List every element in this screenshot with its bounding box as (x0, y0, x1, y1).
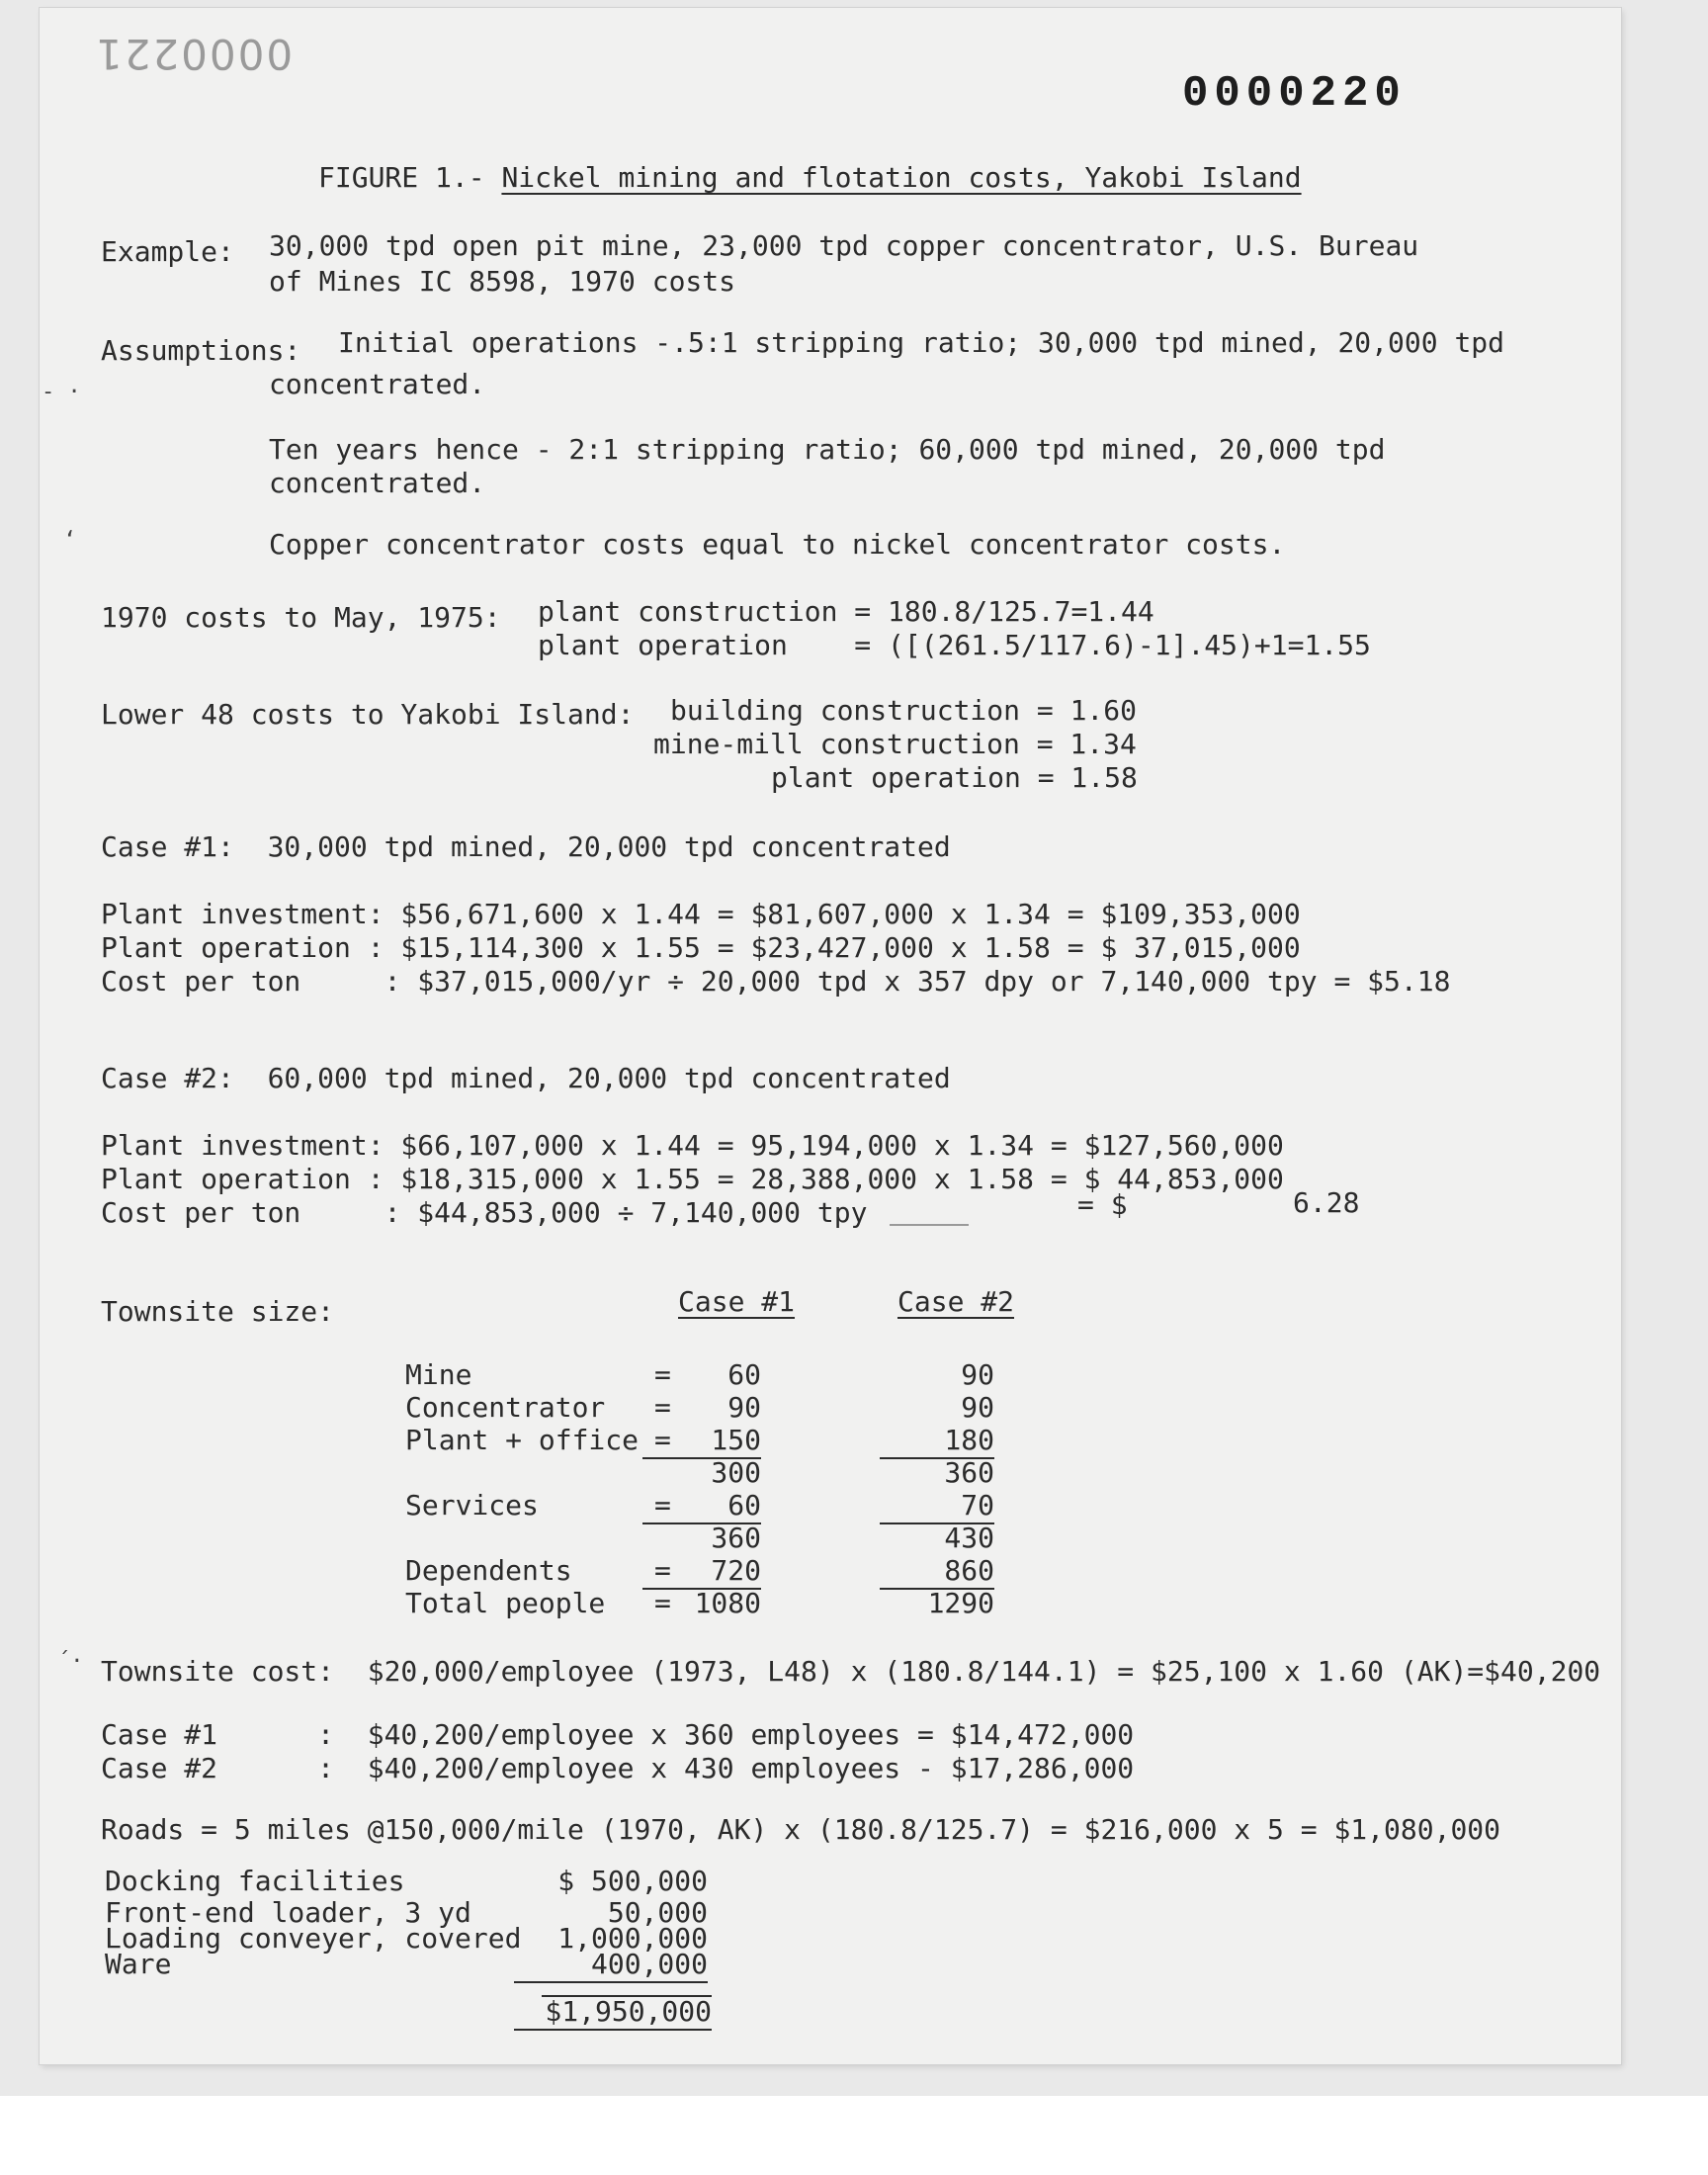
townsite-row-equals: = (654, 1587, 671, 1619)
case-1-investment: Plant investment: $56,671,600 x 1.44 = $81,607,000 x 1.34 = $109,353,000 (101, 898, 1301, 930)
assumption-1-line-2: concentrated. (269, 368, 486, 400)
example-line-1: 30,000 tpd open pit mine, 23,000 tpd copper concentrator, U.S. Bureau (269, 229, 1419, 262)
townsite-case-2-value: 90 (961, 1391, 994, 1424)
townsite-case-2-value: 430 (944, 1522, 994, 1554)
townsite-case-1-header: Case #1 (678, 1285, 796, 1318)
facility-item-value: $ 500,000 (557, 1865, 708, 1897)
facility-item-label: Ware (105, 1948, 172, 1980)
townsite-cost-case-1: Case #1 : $40,200/employee x 360 employees = $14,472,000 (101, 1718, 1135, 1751)
townsite-case-1-value: 1080 (694, 1587, 761, 1619)
assumption-1-line-1: Initial operations -.5:1 stripping ratio; 30,000 tpd mined, 20,000 tpd (338, 326, 1505, 359)
facility-item-label: Front-end loader, 3 yd (105, 1896, 471, 1929)
case-2-operation: Plant operation : $18,315,000 x 1.55 = 28,388,000 x 1.58 = $ 44,853,000 (101, 1163, 1284, 1195)
facility-item-label: Docking facilities (105, 1865, 405, 1897)
townsite-case-1-value: 720 (642, 1554, 761, 1590)
case-2-cost-equals: = $ (1077, 1188, 1128, 1221)
roads-line: Roads = 5 miles @150,000/mile (1970, AK) x (180.8/125.7) = $216,000 x 5 = $1,080,000 (101, 1813, 1501, 1846)
townsite-case-2-value: 70 (880, 1489, 994, 1524)
facility-item-value: 400,000 (514, 1948, 708, 1983)
location-plant-operation: plant operation = 1.58 (771, 761, 1138, 794)
example-label: Example: (101, 235, 234, 268)
townsite-row-label: Plant + office (405, 1424, 640, 1456)
townsite-row-label: Concentrator (405, 1391, 606, 1424)
townsite-row-label: Dependents (405, 1554, 572, 1587)
townsite-case-1-value: 150 (642, 1424, 761, 1459)
townsite-cost-case-2: Case #2 : $40,200/employee x 430 employees - $17,286,000 (101, 1752, 1135, 1784)
scan-margin (0, 2096, 1708, 2175)
margin-tick: - · (42, 380, 81, 404)
margin-mark-2: ´· (57, 1649, 84, 1674)
townsite-case-2-value: 180 (880, 1424, 994, 1459)
townsite-case-2-value: 1290 (927, 1587, 994, 1619)
figure-label: FIGURE 1.- (318, 161, 502, 194)
facility-item-label: Loading conveyer, covered (105, 1922, 522, 1955)
townsite-case-1-value: 60 (642, 1489, 761, 1524)
figure-caption: Nickel mining and flotation costs, Yakobi Island (501, 161, 1302, 194)
townsite-row-equals: = (654, 1489, 671, 1522)
case-1-operation: Plant operation : $15,114,300 x 1.55 = $23,427,000 x 1.58 = $ 37,015,000 (101, 931, 1301, 964)
townsite-row-equals: = (654, 1424, 671, 1456)
assumption-3: Copper concentrator costs equal to nickel concentrator costs. (269, 528, 1286, 561)
case-2-cost-per-ton: Cost per ton : $44,853,000 ÷ 7,140,000 tpy (101, 1196, 868, 1229)
assumption-2-line-2: concentrated. (269, 467, 486, 499)
townsite-case-2-value: 860 (880, 1554, 994, 1590)
location-building: building construction = 1.60 (670, 694, 1138, 727)
example-line-2: of Mines IC 8598, 1970 costs (269, 265, 736, 298)
escalation-construction: plant construction = 180.8/125.7=1.44 (538, 595, 1154, 628)
figure-title (318, 161, 1302, 195)
inverted-page-stamp: 0000221 (94, 30, 294, 78)
facilities-total: $1,950,000 (514, 1995, 712, 2031)
facility-item-value: 1,000,000 (557, 1922, 708, 1955)
townsite-case-2-value: 360 (944, 1456, 994, 1489)
location-mine-mill: mine-mill construction = 1.34 (653, 728, 1137, 760)
case-2-cost-value: 6.28 (1293, 1186, 1360, 1219)
townsite-case-1-value: 60 (727, 1358, 761, 1391)
case-1-cost-per-ton: Cost per ton : $37,015,000/yr ÷ 20,000 tpd x 357 dpy or 7,140,000 tpy = $5.18 (101, 965, 1451, 998)
assumptions-label: Assumptions: (101, 334, 301, 367)
townsite-row-equals: = (654, 1358, 671, 1391)
escalation-operation: plant operation = ([(261.5/117.6)-1].45)+1=1.55 (538, 629, 1371, 661)
townsite-case-1-value: 360 (711, 1522, 761, 1554)
townsite-row-label: Mine (405, 1358, 472, 1391)
townsite-row-label: Total people (405, 1587, 606, 1619)
case-1-heading: Case #1: 30,000 tpd mined, 20,000 tpd concentrated (101, 830, 951, 863)
townsite-row-label: Services (405, 1489, 539, 1522)
townsite-case-1-value: 300 (711, 1456, 761, 1489)
blank-line (890, 1224, 969, 1226)
townsite-cost-line: Townsite cost: $20,000/employee (1973, L48) x (180.8/144.1) = $25,100 x 1.60 (AK)=$40,200 (101, 1655, 1601, 1688)
townsite-case-2-header: Case #2 (897, 1285, 1015, 1318)
document-number: 0000220 (1182, 69, 1407, 119)
location-factor-label: Lower 48 costs to Yakobi Island: (101, 698, 635, 731)
townsite-row-equals: = (654, 1391, 671, 1424)
townsite-case-2-value: 90 (961, 1358, 994, 1391)
case-2-investment: Plant investment: $66,107,000 x 1.44 = 95,194,000 x 1.34 = $127,560,000 (101, 1129, 1284, 1162)
facility-item-value: 50,000 (607, 1896, 708, 1929)
townsite-case-1-value: 90 (727, 1391, 761, 1424)
margin-mark: ʻ (63, 528, 77, 553)
townsite-size-label: Townsite size: (101, 1295, 335, 1328)
case-2-heading: Case #2: 60,000 tpd mined, 20,000 tpd concentrated (101, 1062, 951, 1094)
assumption-2-line-1: Ten years hence - 2:1 stripping ratio; 60,000 tpd mined, 20,000 tpd (269, 433, 1386, 466)
townsite-row-equals: = (654, 1554, 671, 1587)
escalation-label: 1970 costs to May, 1975: (101, 601, 501, 634)
